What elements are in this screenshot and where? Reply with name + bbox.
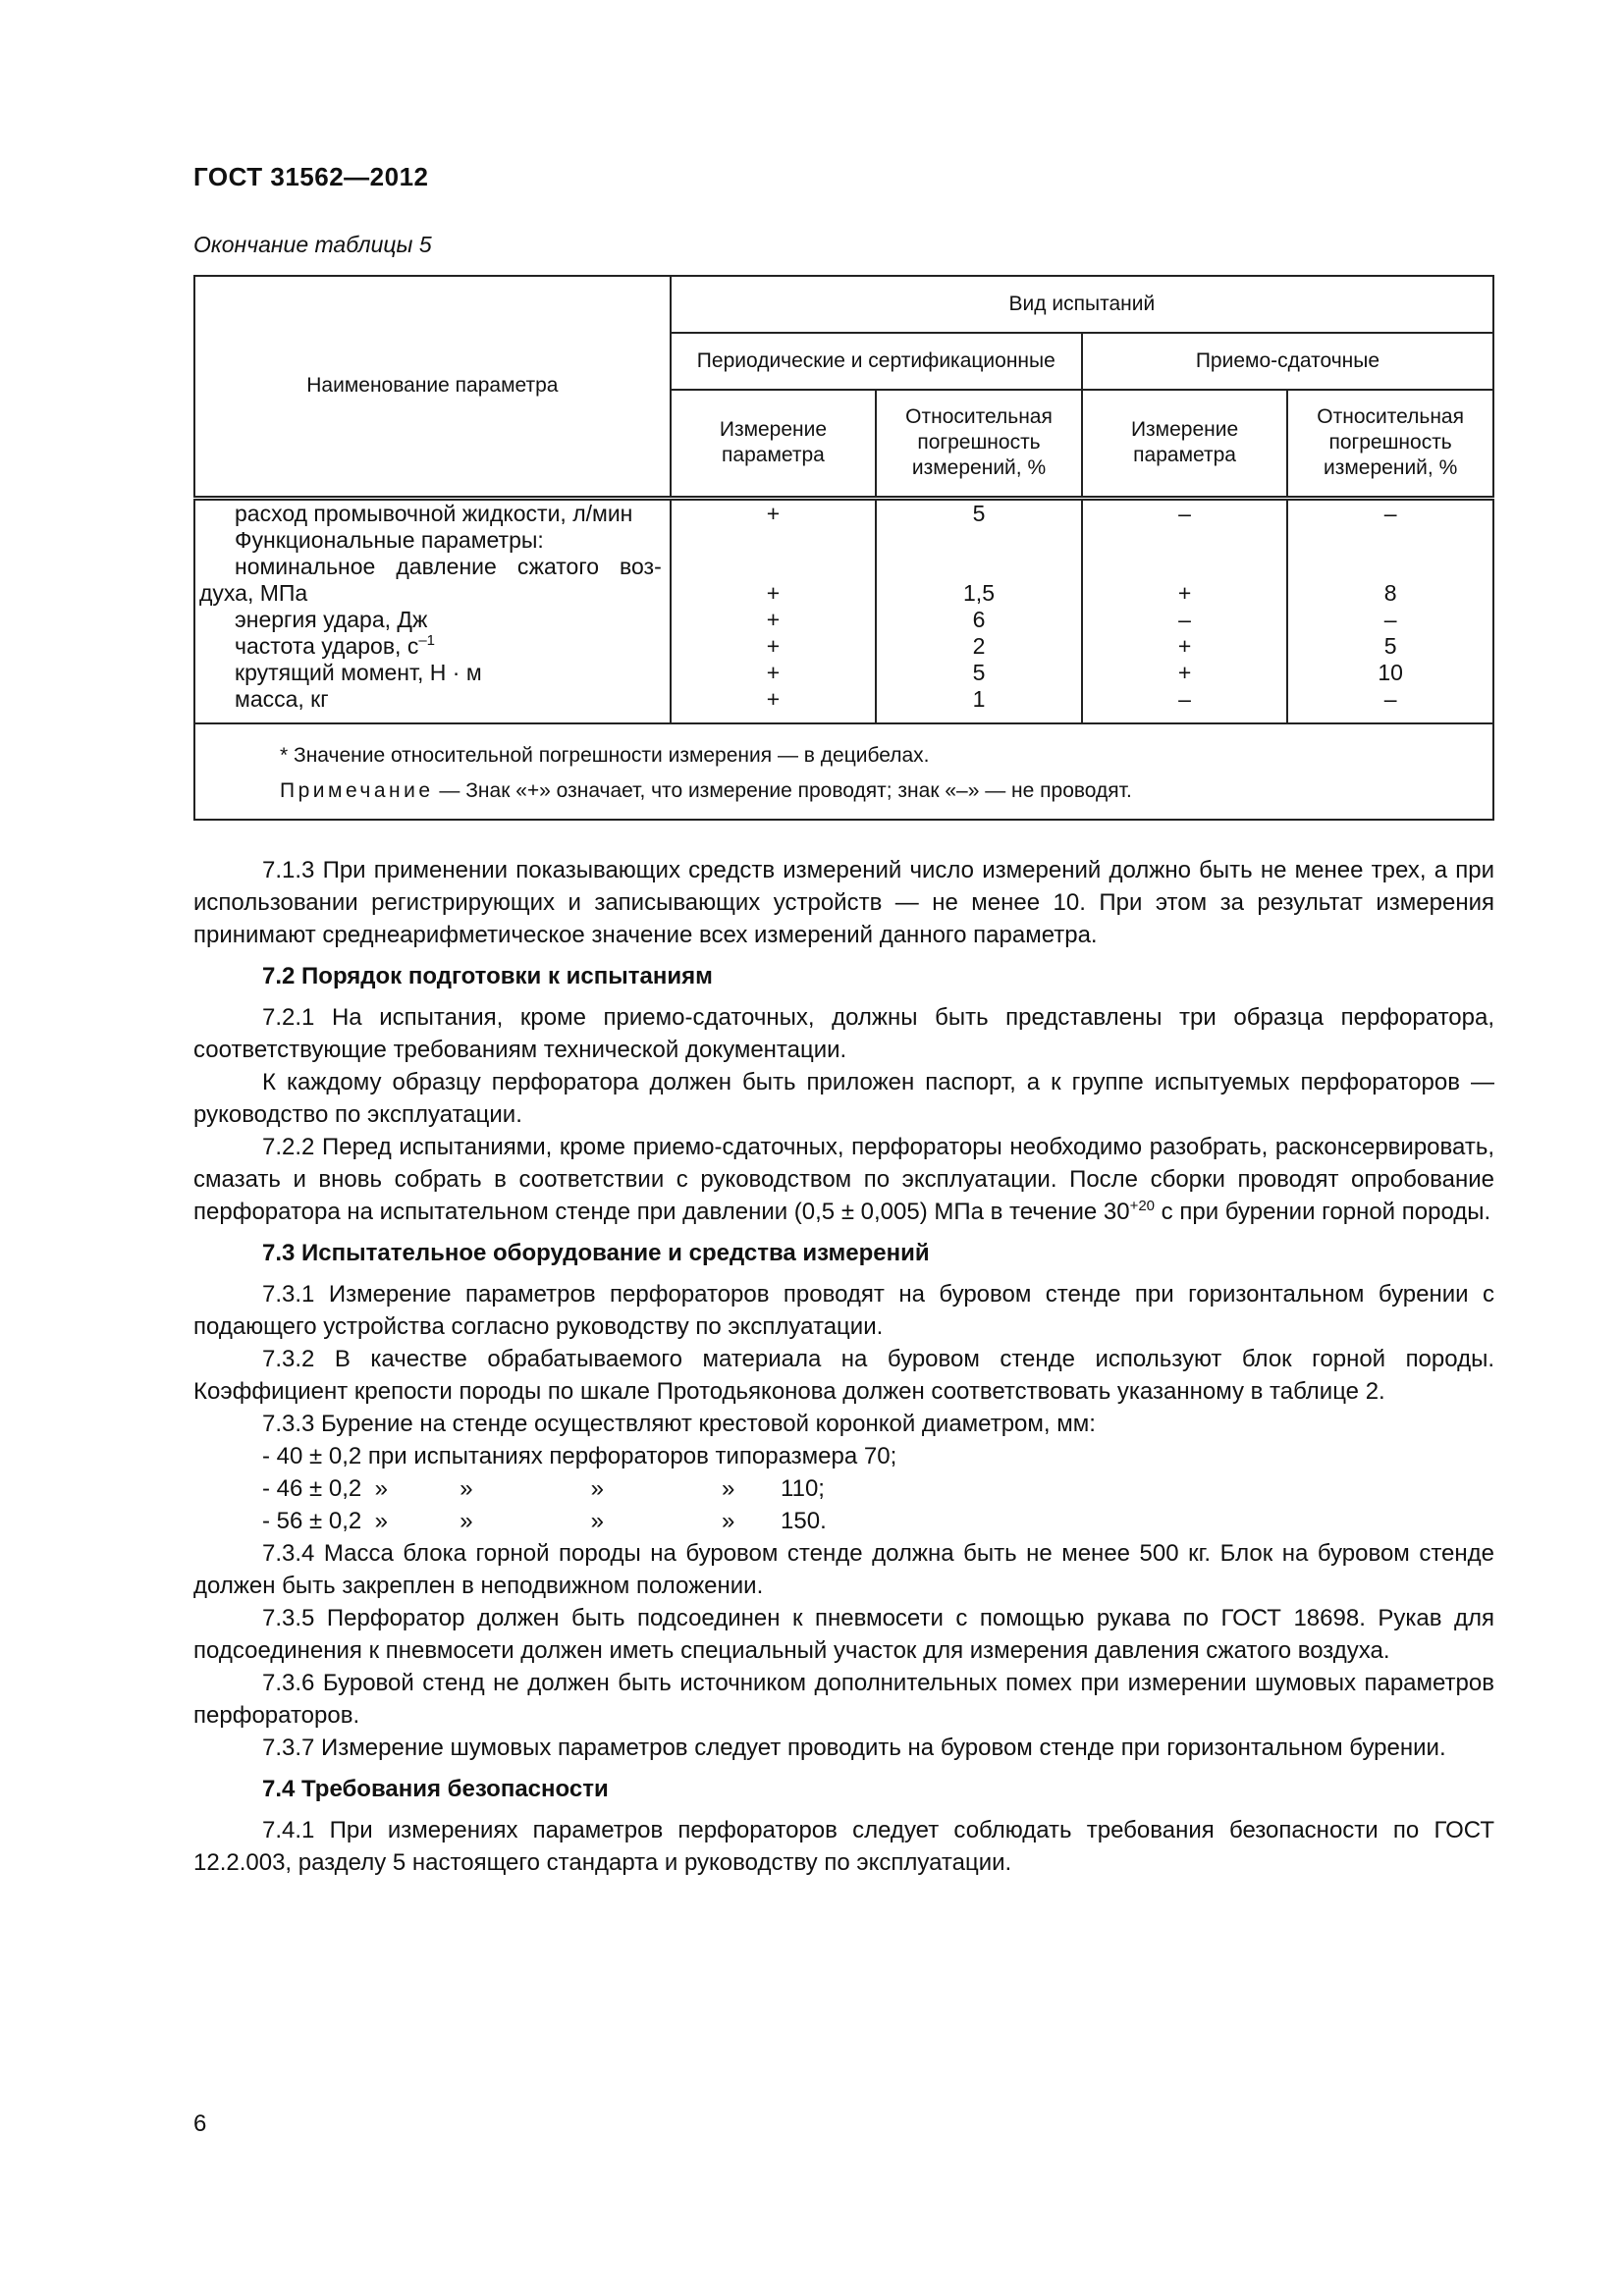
paragraph-7-1-3: 7.1.3 При применении показывающих средств измерений число измерений должно быть не менее трех, а при использовании регистрирующих и записывающих устройств — не менее 10. При этом за результат измерения принимают среднеарифметическое значение всех измерений данного параметра. xyxy=(193,857,1494,948)
paragraph-7-3-1: 7.3.1 Измерение параметров перфораторов проводят на буровом стенде при горизонтальном бурении с подающего устройства согласно руководству по эксплуатации. xyxy=(193,1281,1494,1340)
paragraph-7-3-7: 7.3.7 Измерение шумовых параметров следует проводить на буровом стенде при горизонтальном бурении. xyxy=(262,1735,1446,1761)
note-label: Примечание xyxy=(280,778,434,802)
col-header-error-1: Относительная погрешность измерений, % xyxy=(876,390,1082,498)
col-header-acceptance: Приемо-сдаточные xyxy=(1082,333,1493,390)
note-text: — Знак «+» означает, что измерение проводят; знак «–» — не проводят. xyxy=(433,778,1132,802)
paragraph-7-3-5: 7.3.5 Перфоратор должен быть подсоединен к пневмосети с помощью рукава по ГОСТ 18698. Рукав для подсоединения к пневмосети должен иметь специальный участок для измерения давления сжатого воздуха. xyxy=(193,1605,1494,1664)
table-caption: Окончание таблицы 5 xyxy=(193,232,432,257)
paragraph-7-3-6: 7.3.6 Буровой стенд не должен быть источником дополнительных помех при измерении шумовых параметров перфораторов. xyxy=(193,1670,1494,1729)
list-item: - 40 ± 0,2 при испытаниях перфораторов типоразмера 70; xyxy=(262,1443,897,1469)
periodic-error-column: 5 1,5 6 2 5 1 xyxy=(876,498,1082,723)
heading-7-2: 7.2 Порядок подготовки к испытаниям xyxy=(262,963,713,989)
paragraph-7-2-2: 7.2.2 Перед испытаниями, кроме приемо-сдаточных, перфораторы необходимо разобрать, расконсервировать, смазать и вновь собрать в соответствии с руководством по эксплуатации. После сборки проводят опробование перфоратора на испытательном стенде при давлении (0,5 ± 0,005) МПа в течение $30^{+20}$ с при бурении горной породы. xyxy=(193,1134,1494,1225)
param-row: энергия удара, Дж xyxy=(235,606,428,632)
col-header-periodic: Периодические и сертификационные xyxy=(671,333,1082,390)
heading-7-4: 7.4 Требования безопасности xyxy=(262,1776,609,1802)
param-row: расход промывочной жидкости, л/мин xyxy=(235,500,633,526)
col-header-error-2: Относительная погрешность измерений, % xyxy=(1287,390,1493,498)
param-row: духа, МПа xyxy=(199,579,308,606)
document-header: ГОСТ 31562—2012 xyxy=(193,162,429,191)
table-body xyxy=(194,498,1493,723)
paragraph-7-2-1: 7.2.1 На испытания, кроме приемо-сдаточных, должны быть представлены три образца перфоратора, соответствующие требованиям технической документации. xyxy=(193,1004,1494,1063)
acceptance-measure-column: – + – + + – xyxy=(1082,498,1287,723)
paragraph-7-3-4: 7.3.4 Масса блока горной породы на буровом стенде должна быть не менее 500 кг. Блок на буровом стенде должен быть закреплен в неподвижном положении. xyxy=(193,1540,1494,1599)
paragraph-7-4-1: 7.4.1 При измерениях параметров перфораторов следует соблюдать требования безопасности по ГОСТ 12.2.003, разделу 5 настоящего стандарта и руководству по эксплуатации. xyxy=(193,1817,1494,1876)
paragraph-7-3-2: 7.3.2 В качестве обрабатываемого материала на буровом стенде используют блок горной породы. Коэффициент крепости породы по шкале Протодьяконова должен соответствовать указанному в таблице 2. xyxy=(193,1346,1494,1405)
col-header-measure-2: Измерение параметра xyxy=(1082,390,1287,498)
parameter-names xyxy=(194,498,671,723)
heading-7-3: 7.3 Испытательное оборудование и средства измерений xyxy=(262,1240,930,1266)
param-row: частота ударов, $с^{-1}$ xyxy=(235,631,436,659)
table-notes xyxy=(194,723,1493,820)
param-row: Функциональные параметры: xyxy=(235,526,544,553)
param-row: масса, кг xyxy=(235,685,329,712)
table-note xyxy=(280,774,1492,809)
acceptance-error-column: – 8 – 5 10 – xyxy=(1287,498,1493,723)
col-header-parameter: Наименование параметра xyxy=(194,276,671,498)
col-header-test-type: Вид испытаний xyxy=(671,276,1493,333)
table-footnote: * Значение относительной погрешности измерения — в децибелах. xyxy=(280,743,930,767)
page-number: 6 xyxy=(193,2110,207,2137)
parameters-table xyxy=(193,275,1494,821)
param-row: номинальное давление сжатого воз- xyxy=(235,553,662,579)
list-item: - 46 ± 0,2 » » » » 110; xyxy=(262,1475,825,1502)
col-header-measure-1: Измерение параметра xyxy=(671,390,876,498)
param-row: крутящий момент, Н · м xyxy=(235,659,482,685)
periodic-measure-column: + + + + + + xyxy=(671,498,876,723)
list-item: - 56 ± 0,2 » » » » 150. xyxy=(262,1508,827,1534)
paragraph-7-3-3: 7.3.3 Бурение на стенде осуществляют крестовой коронкой диаметром, мм: xyxy=(262,1411,1096,1437)
paragraph-7-2-1-b: К каждому образцу перфоратора должен быть приложен паспорт, а к группе испытуемых перфораторов — руководство по эксплуатации. xyxy=(193,1069,1494,1128)
body-text xyxy=(193,854,1494,1879)
